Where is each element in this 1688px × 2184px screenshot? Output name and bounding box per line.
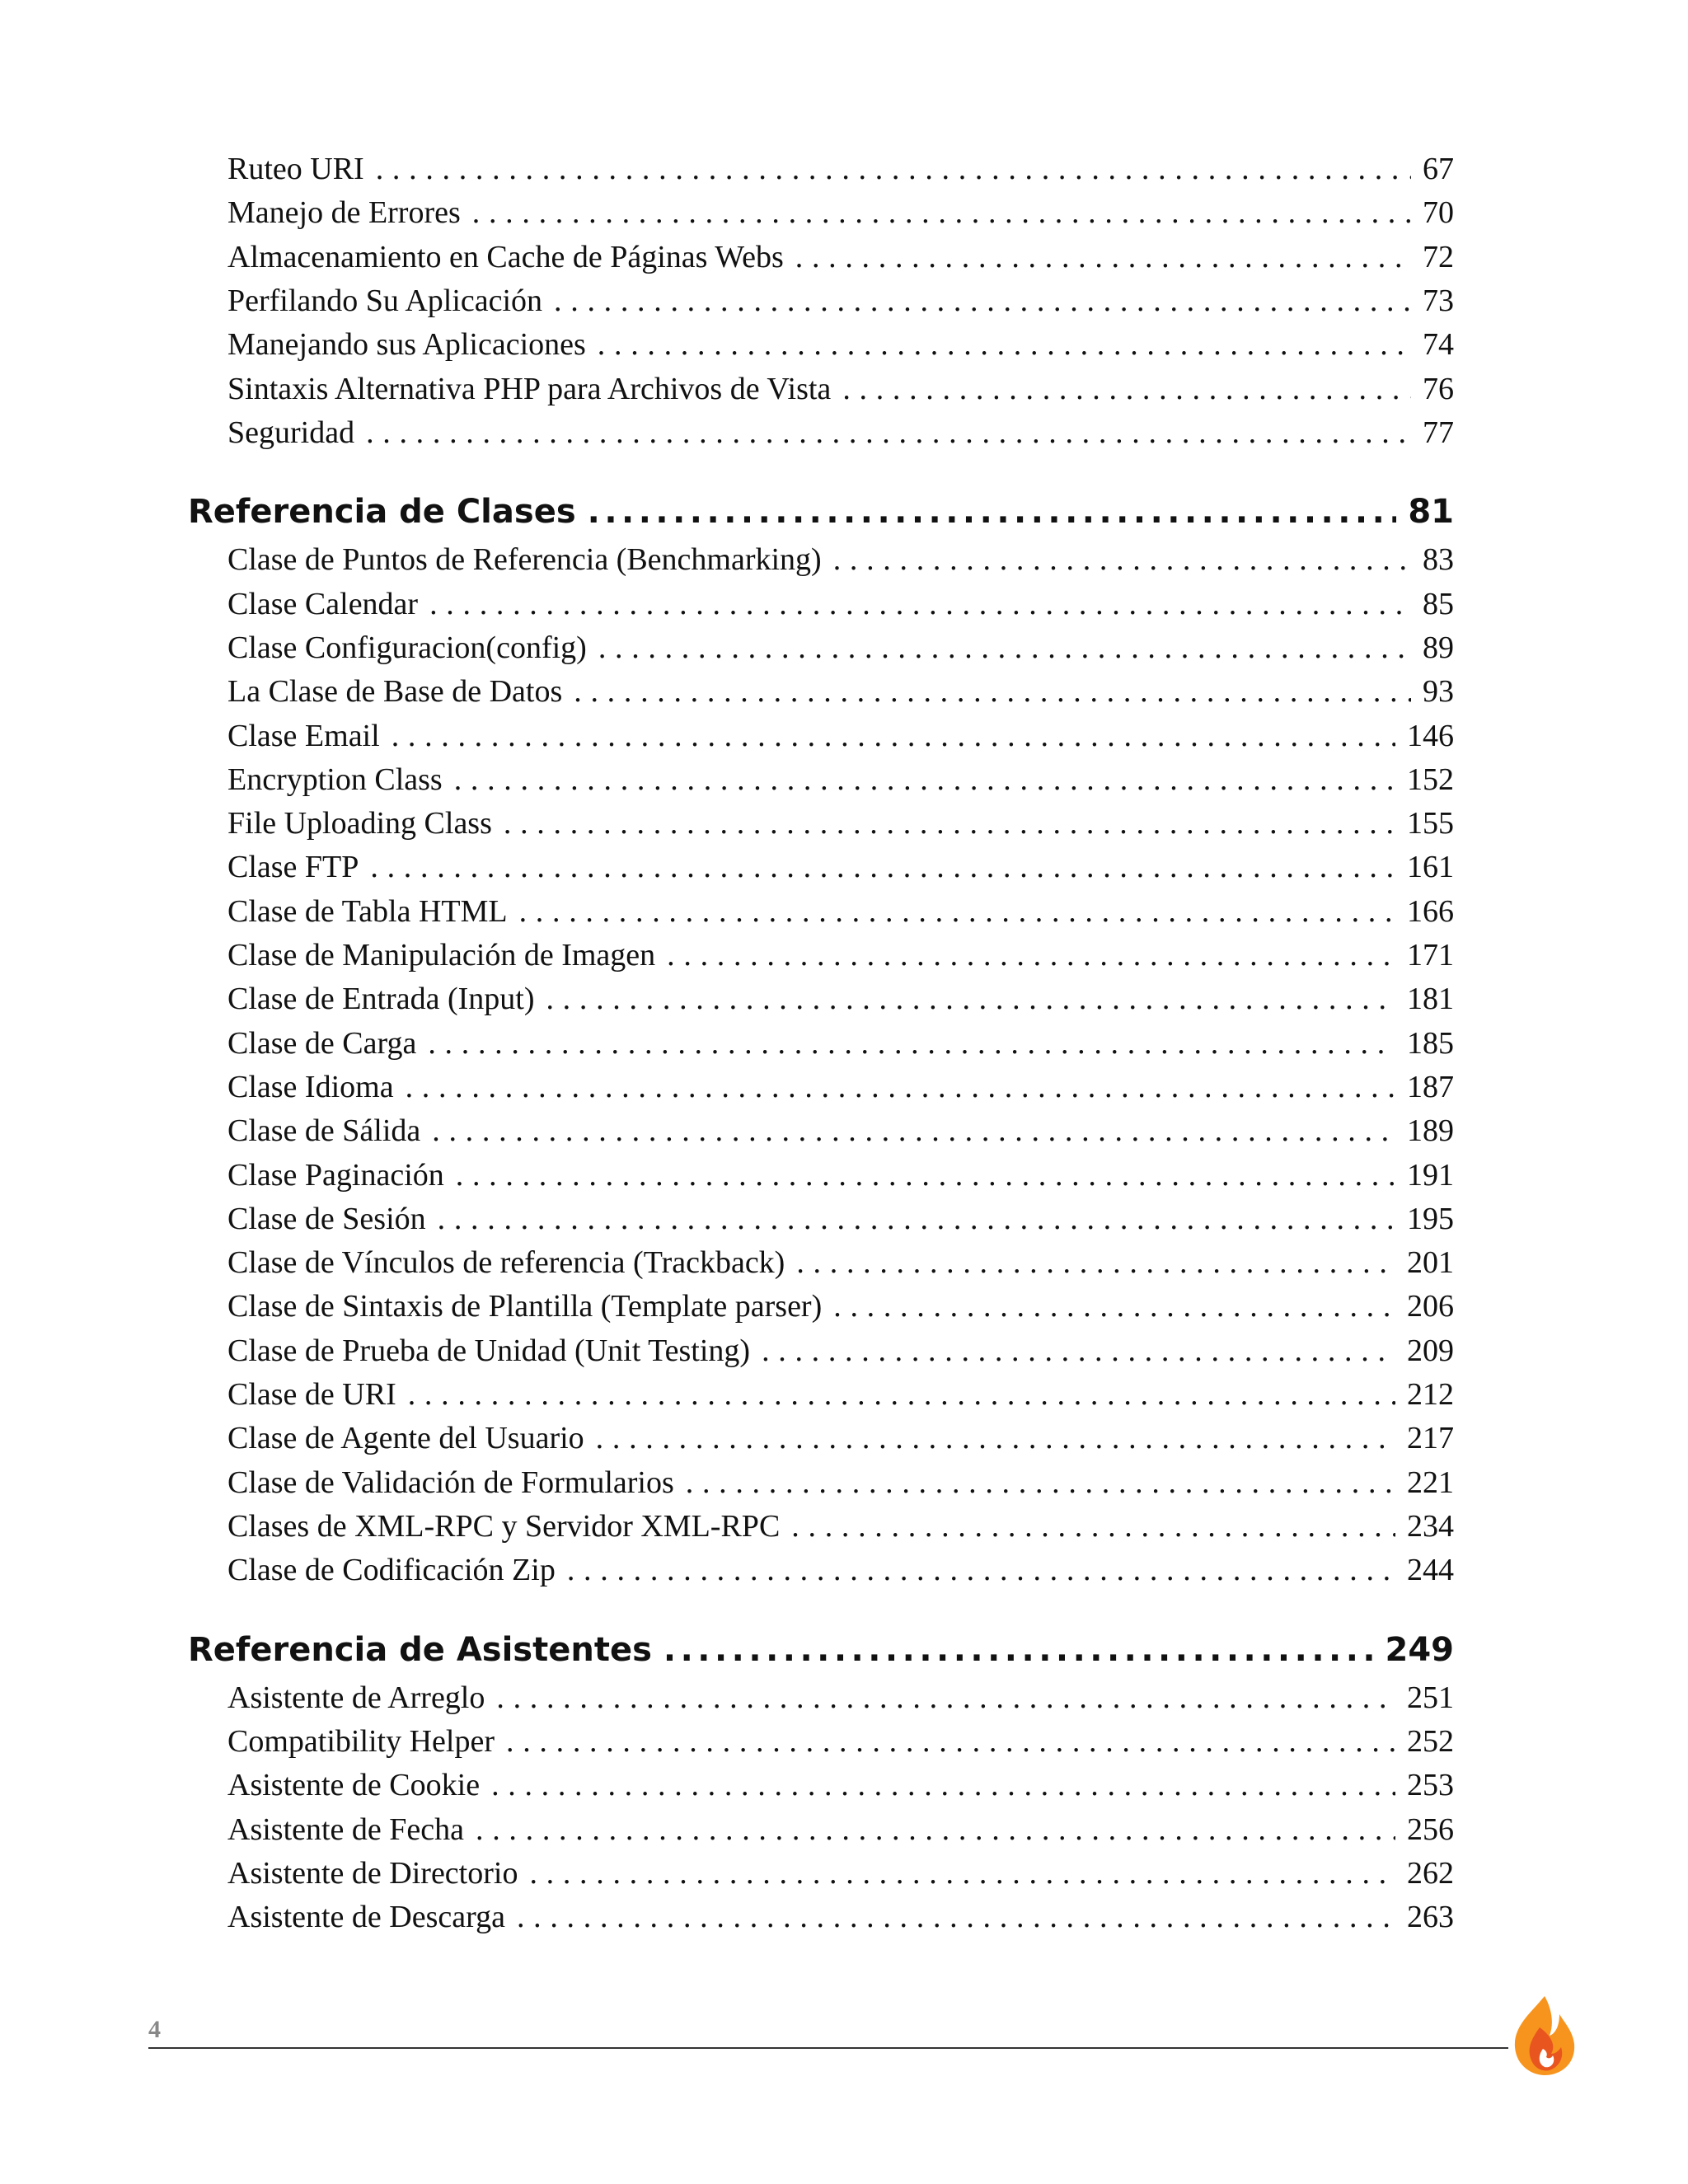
toc-entry[interactable] (227, 1372, 1454, 1417)
entry-title: Asistente de Fecha (227, 1812, 465, 1847)
page-ref: 93 (1423, 674, 1454, 709)
dot-leader (504, 801, 1395, 846)
page-ref: 221 (1407, 1465, 1454, 1500)
page-ref: 234 (1407, 1509, 1454, 1544)
entry-title: Clase de Validación de Formularios (227, 1465, 674, 1500)
entry-title: File Uploading Class (227, 806, 492, 841)
dot-leader (519, 889, 1395, 934)
entry-title: Compatibility Helper (227, 1724, 495, 1759)
entry-title: Clase de Entrada (Input) (227, 982, 535, 1016)
toc-entry[interactable] (227, 801, 1454, 846)
dot-leader (598, 322, 1411, 367)
entry-title: Clase de URI (227, 1377, 396, 1412)
dot-leader (438, 1197, 1395, 1241)
page-ref: 263 (1407, 1900, 1454, 1934)
entry-title: Manejo de Errores (227, 195, 461, 230)
dot-leader (517, 1895, 1395, 1939)
entry-title: Clase de Tabla HTML (227, 894, 508, 929)
page-ref: 217 (1407, 1421, 1454, 1455)
dot-leader (554, 279, 1411, 323)
entry-title: Clase FTP (227, 850, 359, 884)
toc-entry[interactable] (227, 1719, 1454, 1764)
toc-entry[interactable] (227, 582, 1454, 626)
dot-leader (588, 487, 1397, 537)
dot-leader (598, 626, 1411, 670)
dot-leader (454, 757, 1395, 802)
page-ref: 212 (1407, 1377, 1454, 1412)
toc-entry[interactable] (227, 279, 1454, 323)
page-ref: 191 (1407, 1158, 1454, 1193)
dot-leader (408, 1372, 1395, 1417)
page-ref: 201 (1407, 1245, 1454, 1280)
page-ref: 244 (1407, 1553, 1454, 1587)
section-title: Referencia de Asistentes (188, 1631, 652, 1669)
toc-entry[interactable] (227, 1108, 1454, 1153)
dot-leader (428, 1021, 1395, 1066)
entry-title: Clase Email (227, 719, 380, 753)
dot-leader (842, 367, 1411, 411)
entry-title: Clase de Agente del Usuario (227, 1421, 584, 1455)
page-ref: 155 (1407, 806, 1454, 841)
toc-entry[interactable] (227, 1240, 1454, 1285)
toc-entry[interactable] (227, 410, 1454, 455)
page-ref: 209 (1407, 1333, 1454, 1368)
entry-title: Asistente de Cookie (227, 1768, 481, 1802)
page-ref: 171 (1407, 938, 1454, 972)
entry-title: Asistente de Directorio (227, 1856, 518, 1891)
dot-leader (667, 933, 1395, 977)
dot-leader (567, 1548, 1395, 1592)
dot-leader (370, 845, 1395, 889)
page-ref: 181 (1407, 982, 1454, 1016)
toc-entry[interactable] (227, 1548, 1454, 1592)
page-ref: 189 (1407, 1113, 1454, 1148)
dot-leader (663, 1625, 1374, 1675)
page-ref: 256 (1407, 1812, 1454, 1847)
page-ref: 77 (1423, 415, 1454, 450)
dot-leader (546, 977, 1395, 1021)
entry-title: Clases de XML-RPC y Servidor XML-RPC (227, 1509, 781, 1544)
entry-title: Clase de Codificación Zip (227, 1553, 556, 1587)
toc-entry[interactable] (227, 1065, 1454, 1109)
section-title: Referencia de Clases (188, 493, 576, 531)
dot-leader (456, 1153, 1395, 1197)
dot-leader (529, 1851, 1395, 1896)
page-ref: 85 (1423, 587, 1454, 621)
toc-entry[interactable] (227, 1460, 1454, 1505)
toc-entry[interactable] (227, 1153, 1454, 1197)
toc-entry[interactable] (227, 669, 1454, 714)
toc-entry[interactable] (227, 977, 1454, 1021)
dot-leader (686, 1460, 1395, 1505)
toc-entry[interactable] (227, 190, 1454, 235)
page-ref: 81 (1408, 493, 1454, 531)
entry-title: Clase Paginación (227, 1158, 444, 1193)
toc-entry[interactable] (227, 1504, 1454, 1549)
page-ref: 253 (1407, 1768, 1454, 1802)
page-ref: 206 (1407, 1289, 1454, 1324)
toc-entry[interactable] (227, 845, 1454, 889)
entry-title: Clase Calendar (227, 587, 419, 621)
page-ref: 195 (1407, 1202, 1454, 1236)
toc-entry[interactable] (227, 626, 1454, 670)
entry-title: Encryption Class (227, 762, 443, 797)
toc-entry[interactable] (227, 1895, 1454, 1939)
dot-leader (406, 1065, 1395, 1109)
page-ref: 185 (1407, 1026, 1454, 1061)
dot-leader (762, 1329, 1395, 1373)
dot-leader (376, 147, 1411, 191)
page-ref: 72 (1423, 240, 1454, 274)
dot-leader (491, 1763, 1395, 1807)
page-ref: 73 (1423, 284, 1454, 318)
page-ref: 152 (1407, 762, 1454, 797)
entry-title: Asistente de Descarga (227, 1900, 505, 1934)
page-ref: 70 (1423, 195, 1454, 230)
entry-title: Clase de Puntos de Referencia (Benchmarking) (227, 542, 822, 577)
toc-entry[interactable] (227, 322, 1454, 367)
dot-leader (429, 582, 1411, 626)
toc-entry[interactable] (227, 537, 1454, 582)
toc-entry[interactable] (227, 1763, 1454, 1807)
toc-entry[interactable] (227, 1851, 1454, 1896)
page-ref: 252 (1407, 1724, 1454, 1759)
dot-leader (833, 537, 1411, 582)
entry-title: Asistente de Arreglo (227, 1680, 485, 1715)
entry-title: Ruteo URI (227, 152, 364, 186)
flame-logo-icon (1507, 1994, 1581, 2077)
toc-entry[interactable] (227, 714, 1454, 758)
entry-title: La Clase de Base de Datos (227, 674, 563, 709)
toc-entry[interactable] (227, 147, 1454, 191)
entry-title: Clase de Sálida (227, 1113, 421, 1148)
dot-leader (596, 1416, 1395, 1460)
page-ref: 249 (1385, 1631, 1454, 1669)
entry-title: Clase Idioma (227, 1070, 394, 1104)
page-ref: 76 (1423, 372, 1454, 406)
dot-leader (833, 1284, 1395, 1329)
entry-title: Clase de Manipulación de Imagen (227, 938, 656, 972)
entry-title: Clase Configuracion(config) (227, 630, 587, 665)
dot-leader (795, 235, 1411, 279)
entry-title: Manejando sus Aplicaciones (227, 327, 586, 362)
dot-leader (791, 1504, 1395, 1549)
page-ref: 67 (1423, 152, 1454, 186)
toc-entry[interactable] (227, 1807, 1454, 1852)
page-ref: 89 (1423, 630, 1454, 665)
dot-leader (574, 669, 1411, 714)
toc-entry[interactable] (227, 1329, 1454, 1373)
toc-entry[interactable] (227, 1284, 1454, 1329)
entry-title: Seguridad (227, 415, 355, 450)
dot-leader (476, 1807, 1395, 1852)
footer-rule (148, 2047, 1508, 2049)
dot-leader (432, 1108, 1395, 1153)
dot-leader (496, 1675, 1395, 1720)
page-ref: 74 (1423, 327, 1454, 362)
entry-title: Clase de Sesión (227, 1202, 426, 1236)
toc-entry[interactable] (227, 1197, 1454, 1241)
toc-section-heading[interactable] (188, 1625, 1454, 1675)
toc-entry[interactable] (227, 367, 1454, 411)
toc-entry[interactable] (227, 1675, 1454, 1720)
dot-leader (392, 714, 1395, 758)
page-ref: 161 (1407, 850, 1454, 884)
dot-leader (472, 190, 1411, 235)
dot-leader (506, 1719, 1395, 1764)
toc-entry[interactable] (227, 1416, 1454, 1460)
toc-section-heading[interactable] (188, 487, 1454, 537)
toc-entry[interactable] (227, 235, 1454, 279)
entry-title: Clase de Prueba de Unidad (Unit Testing) (227, 1333, 751, 1368)
toc-entry[interactable] (227, 933, 1454, 977)
dot-leader (796, 1240, 1395, 1285)
toc-entry[interactable] (227, 1021, 1454, 1066)
page-number: 4 (148, 2016, 161, 2043)
entry-title: Clase de Vínculos de referencia (Trackback) (227, 1245, 785, 1280)
entry-title: Perfilando Su Aplicación (227, 284, 543, 318)
dot-leader (366, 410, 1411, 455)
entry-title: Almacenamiento en Cache de Páginas Webs (227, 240, 784, 274)
page-ref: 166 (1407, 894, 1454, 929)
page-ref: 187 (1407, 1070, 1454, 1104)
toc-entry[interactable] (227, 889, 1454, 934)
entry-title: Clase de Sintaxis de Plantilla (Template parser) (227, 1289, 823, 1324)
page-ref: 146 (1407, 719, 1454, 753)
page-ref: 83 (1423, 542, 1454, 577)
entry-title: Sintaxis Alternativa PHP para Archivos de Vista (227, 372, 832, 406)
toc-entry[interactable] (227, 757, 1454, 802)
entry-title: Clase de Carga (227, 1026, 417, 1061)
page-ref: 251 (1407, 1680, 1454, 1715)
page-ref: 262 (1407, 1856, 1454, 1891)
